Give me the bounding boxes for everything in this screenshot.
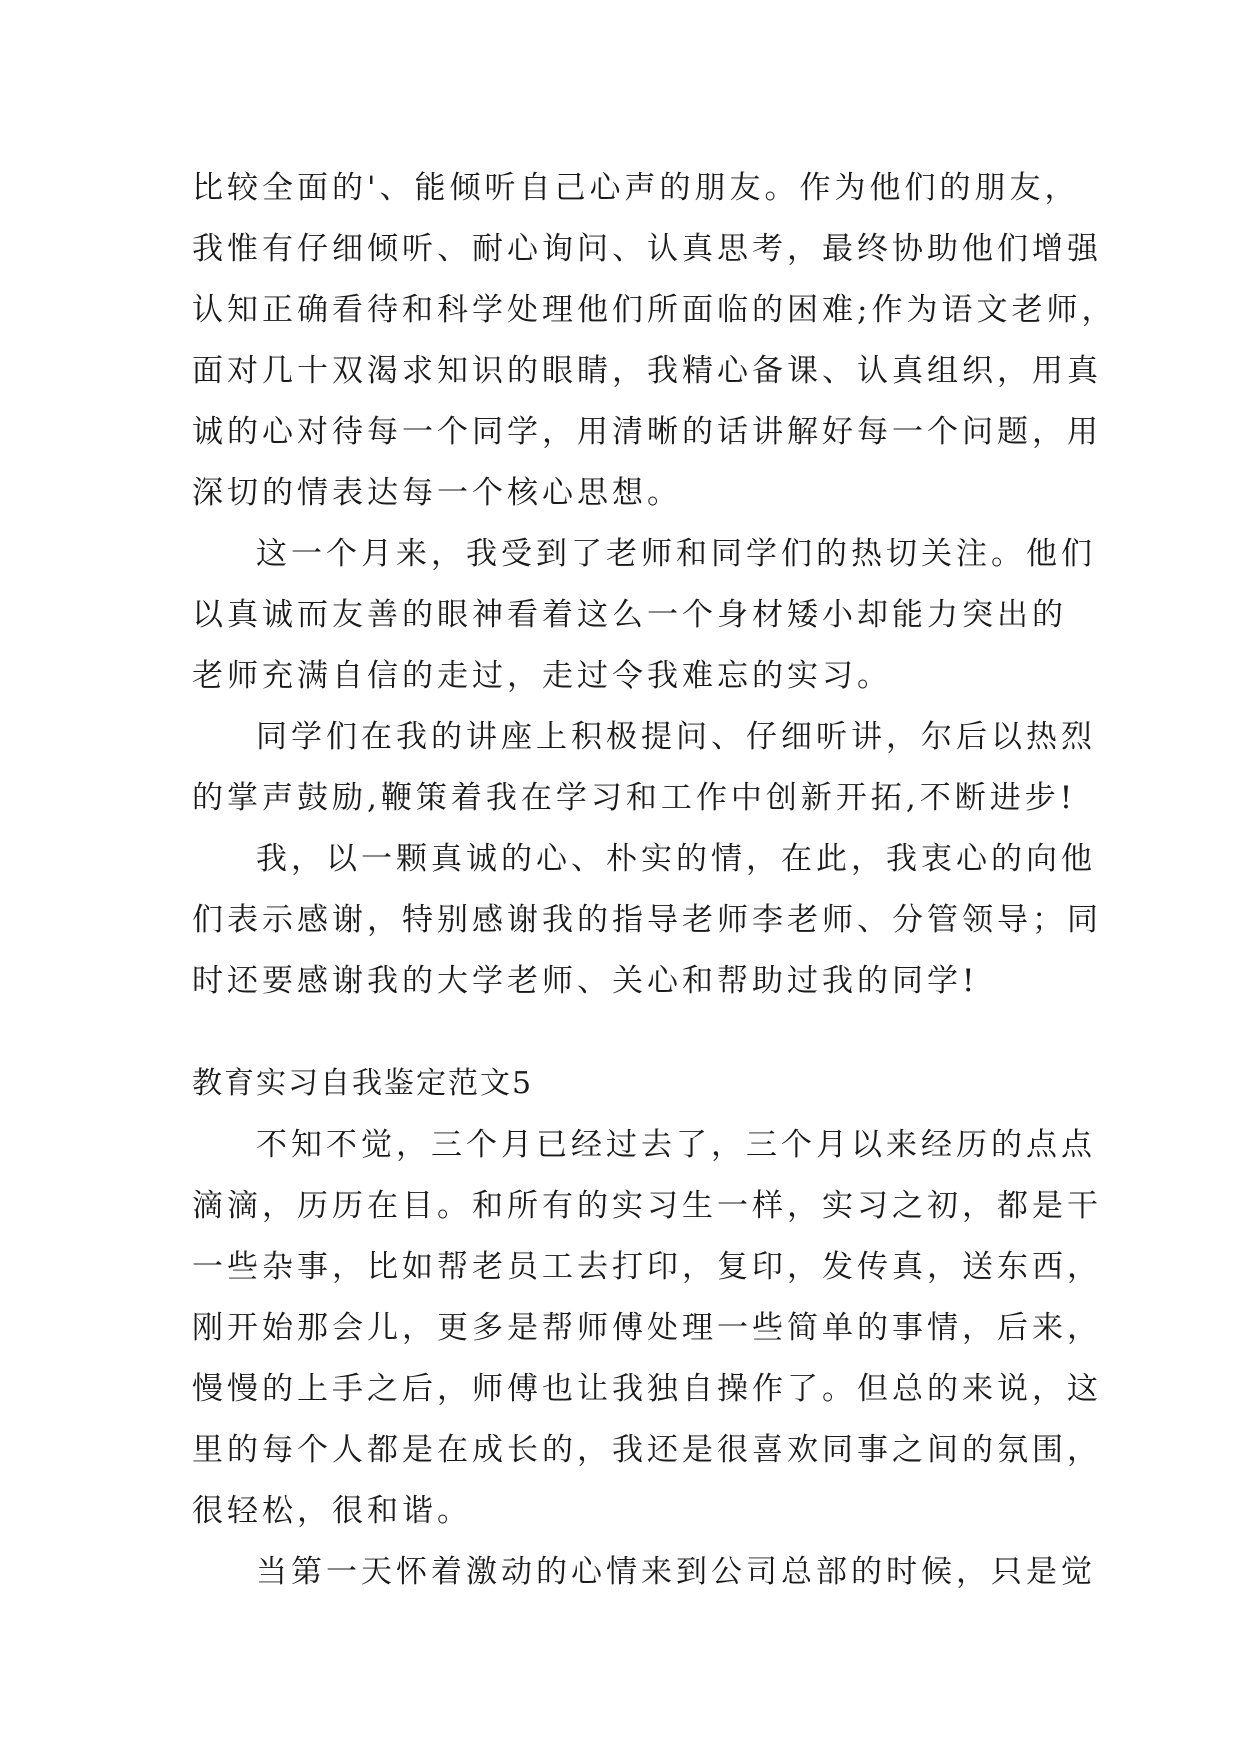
text-line: 面对几十双渴求知识的眼睛，我精心备课、认真组织，用真	[192, 353, 1102, 389]
text-line: 滴滴，历历在目。和所有的实习生一样，实习之初，都是干	[192, 1188, 1102, 1224]
paragraph-start-line: 这一个月来，我受到了老师和同学们的热切关注。他们	[256, 536, 1096, 572]
section-heading: 教育实习自我鉴定范文5	[192, 1066, 534, 1101]
text-line: 以真诚而友善的眼神看着这么一个身材矮小却能力突出的	[192, 597, 1067, 633]
text-line: 时还要感谢我的大学老师、关心和帮助过我的同学!	[192, 963, 979, 999]
text-line: 老师充满自信的走过，走过令我难忘的实习。	[192, 658, 892, 694]
paragraph-start-line: 我，以一颗真诚的心、朴实的情，在此，我衷心的向他	[256, 841, 1096, 877]
paragraph-start-line: 当第一天怀着激动的心情来到公司总部的时候，只是觉	[256, 1554, 1096, 1590]
text-line: 里的每个人都是在成长的，我还是很喜欢同事之间的氛围，	[192, 1432, 1102, 1468]
paragraph-start-line: 不知不觉，三个月已经过去了，三个月以来经历的点点	[256, 1127, 1096, 1163]
text-line: 慢慢的上手之后，师傅也让我独自操作了。但总的来说，这	[192, 1371, 1102, 1407]
text-line: 诚的心对待每一个同学，用清晰的话讲解好每一个问题，用	[192, 414, 1102, 450]
text-line: 很轻松，很和谐。	[192, 1493, 472, 1529]
text-line: 们表示感谢，特别感谢我的指导老师李老师、分管领导；同	[192, 902, 1102, 938]
paragraph-start-line: 同学们在我的讲座上积极提问、仔细听讲，尔后以热烈	[256, 719, 1096, 755]
text-line: 深切的情表达每一个核心思想。	[192, 475, 682, 511]
text-line: 刚开始那会儿，更多是帮师傅处理一些简单的事情，后来，	[192, 1310, 1102, 1346]
text-line: 我惟有仔细倾听、耐心询问、认真思考，最终协助他们增强	[192, 231, 1102, 267]
text-line: 认知正确看待和科学处理他们所面临的困难;作为语文老师，	[192, 292, 1117, 328]
text-line: 比较全面的'、能倾听自己心声的朋友。作为他们的朋友，	[192, 170, 1080, 206]
text-line: 一些杂事，比如帮老员工去打印，复印，发传真，送东西，	[192, 1249, 1102, 1285]
text-line: 的掌声鼓励,鞭策着我在学习和工作中创新开拓,不断进步!	[192, 780, 1077, 816]
